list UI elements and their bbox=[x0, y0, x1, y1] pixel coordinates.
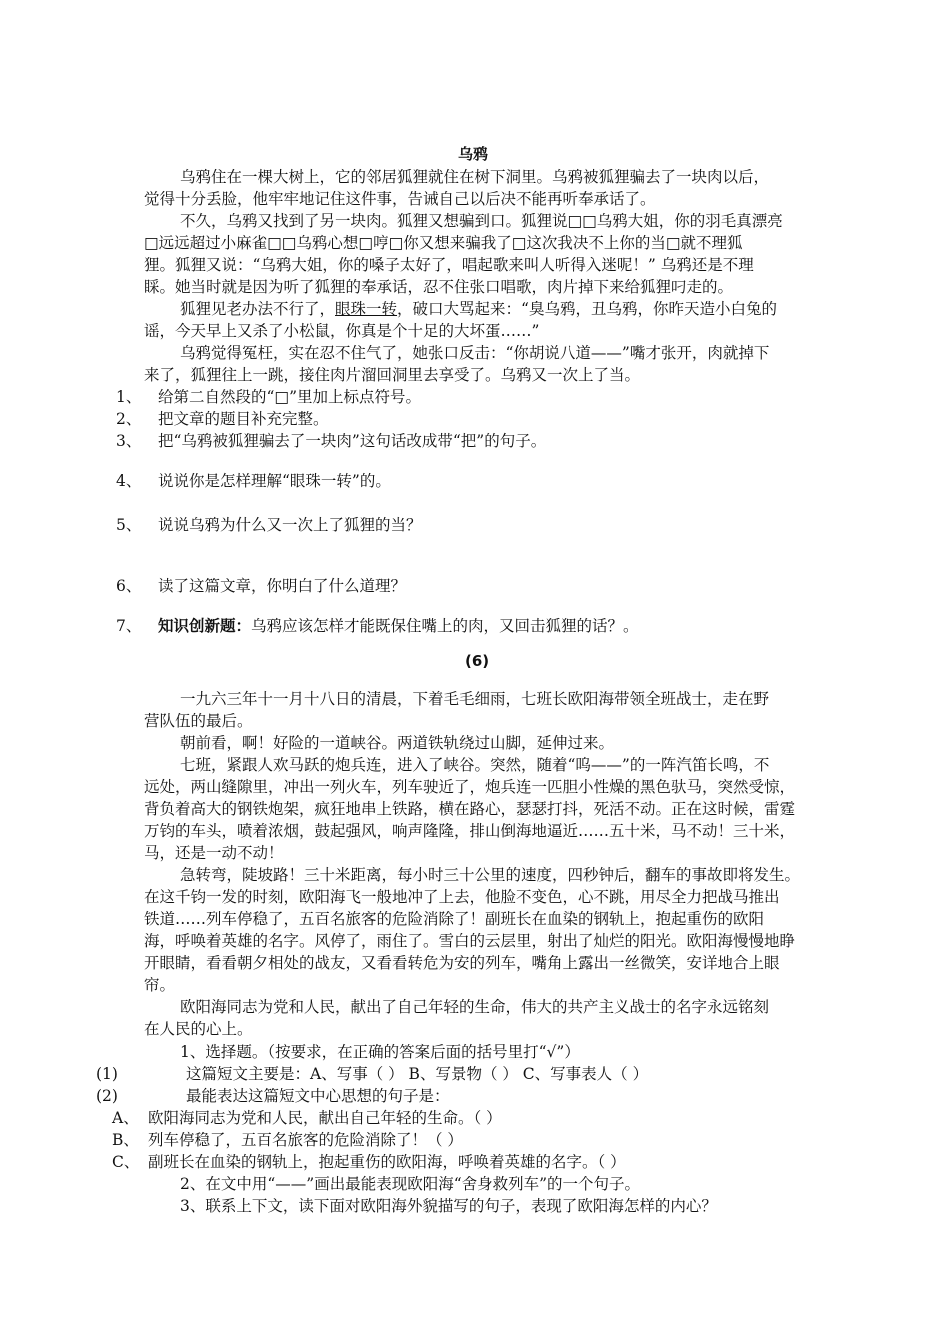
question-text: 给第二自然段的“□”里加上标点符号。 bbox=[158, 388, 421, 406]
option-text: 副班长在血染的钢轨上，抱起重伤的欧阳海，呼唤着英雄的名字。（ ） bbox=[148, 1153, 626, 1171]
question-item bbox=[116, 408, 329, 430]
paragraph-line: 在这千钧一发的时刻，欧阳海飞一般地冲了上去，他脸不变色，心不跳，用尽全力把战马推出 bbox=[144, 888, 780, 906]
option-letter: C、 bbox=[112, 1153, 140, 1171]
paragraph-line: 乌鸦觉得冤枉，实在忍不住气了，她张口反击：“你胡说八道——”嘴才张开，肉就掉下 bbox=[180, 344, 770, 362]
question-number: 6、 bbox=[116, 577, 142, 595]
paragraph-line: 睬。她当时就是因为听了狐狸的奉承话，忍不住张口唱歌，肉片掉下来给狐狸叼走的。 bbox=[144, 278, 734, 296]
paragraph-line: 狸。狐狸又说：“乌鸦大姐，你的嗓子太好了，唱起歌来叫人听得入迷呢！” 乌鸦还是不理 bbox=[144, 256, 754, 274]
question-text: 读了这篇文章，你明白了什么道理？ bbox=[158, 577, 407, 595]
paragraph-line: 远处，两山缝隙里，冲出一列火车，列车驶近了，炮兵连一匹胆小性燥的黑色驮马，突然受惊， bbox=[144, 778, 796, 796]
question-item bbox=[116, 615, 639, 637]
question-label: 知识创新题： bbox=[158, 616, 252, 635]
text-segment: 狐狸见老办法不行了， bbox=[180, 300, 336, 318]
paragraph-line: 营队伍的最后。 bbox=[144, 712, 253, 730]
paragraph-line: 朝前看，啊！好险的一道峡谷。两道铁轨绕过山脚，延伸过来。 bbox=[180, 734, 615, 752]
option-text: 列车停稳了，五百名旅客的危险消除了！（ ） bbox=[148, 1131, 463, 1149]
subquestion-number: (1) bbox=[96, 1065, 118, 1083]
paragraph-line: □远远超过小麻雀□□乌鸦心想□哼□你又想来骗我了□这次我决不上你的当□就不理狐 bbox=[144, 234, 743, 252]
option-letter: A、 bbox=[112, 1109, 139, 1127]
question-number: 7、 bbox=[116, 617, 142, 635]
paragraph-line: 乌鸦住在一棵大树上，它的邻居狐狸就住在树下洞里。乌鸦被狐狸骗去了一块肉以后， bbox=[180, 168, 770, 186]
question-text: 把文章的题目补充完整。 bbox=[158, 410, 329, 428]
question-number: 1、 bbox=[116, 388, 142, 406]
subquestion-text: 这篇短文主要是：A、写事（ ） B、写景物（ ） C、写事表人（ ） bbox=[186, 1065, 649, 1083]
subquestion-number: (2) bbox=[96, 1087, 118, 1105]
paragraph-line: 背负着高大的钢铁炮架，疯狂地串上铁路，横在路心，瑟瑟打抖，死活不动。正在这时候，雷霆 bbox=[144, 800, 796, 818]
paragraph-line: 谣，今天早上又杀了小松鼠，你真是个十足的大坏蛋……” bbox=[144, 322, 540, 340]
question-number: 5、 bbox=[116, 516, 142, 534]
paragraph-line: 七班，紧跟人欢马跃的炮兵连，进入了峡谷。突然，随着“呜——”的一阵汽笛长鸣，不 bbox=[180, 756, 770, 774]
option-text: 欧阳海同志为党和人民，献出自己年轻的生命。（ ） bbox=[148, 1109, 502, 1127]
option-letter: B、 bbox=[112, 1131, 139, 1149]
paragraph-line: 开眼睛，看看朝夕相处的战友，又看看转危为安的列车，嘴角上露出一丝微笑，安详地合上眼 bbox=[144, 954, 780, 972]
question-heading: 1、选择题。（按要求，在正确的答案后面的括号里打“√”） bbox=[180, 1043, 580, 1061]
paragraph-line: 来了，狐狸往上一跳，接住肉片溜回洞里去享受了。乌鸦又一次上了当。 bbox=[144, 366, 641, 384]
question-number: 3、 bbox=[116, 432, 142, 450]
paragraph-line: 帘。 bbox=[144, 976, 176, 994]
paragraph-line bbox=[180, 298, 777, 320]
paragraph-line: 海，呼唤着英雄的名字。风停了，雨住了。雪白的云层里，射出了灿烂的阳光。欧阳海慢慢地睁 bbox=[144, 932, 796, 950]
text-segment: ，破口大骂起来：“臭乌鸦，丑乌鸦，你昨天造小白兔的 bbox=[397, 300, 777, 318]
paragraph-line: 铁道……列车停稳了，五百名旅客的危险消除了！副班长在血染的钢轨上，抱起重伤的欧阳 bbox=[144, 910, 765, 928]
question-item bbox=[116, 470, 391, 492]
subquestion-text: 最能表达这篇短文中心思想的句子是： bbox=[186, 1087, 450, 1105]
paragraph-line: 万钧的车头，喷着浓烟，鼓起强风，响声隆隆，排山倒海地逼近……五十米，马不动！三十米， bbox=[144, 822, 796, 840]
question-text: 说说你是怎样理解“眼珠一转”的。 bbox=[158, 472, 391, 490]
underlined-phrase: 眼珠一转 bbox=[335, 300, 398, 318]
paragraph-line: 不久，乌鸦又找到了另一块肉。狐狸又想骗到口。狐狸说□□乌鸦大姐，你的羽毛真漂亮 bbox=[180, 212, 783, 230]
story-title: 乌鸦 bbox=[458, 145, 489, 163]
paragraph-line: 在人民的心上。 bbox=[144, 1020, 253, 1038]
question-text: 乌鸦应该怎样才能既保住嘴上的肉，又回击狐狸的话？。 bbox=[251, 617, 639, 635]
question-text: 说说乌鸦为什么又一次上了狐狸的当？ bbox=[158, 516, 422, 534]
question-item bbox=[116, 575, 406, 597]
paragraph-line: 一九六三年十一月十八日的清晨，下着毛毛细雨，七班长欧阳海带领全班战士，走在野 bbox=[180, 690, 770, 708]
paragraph-line: 马，还是一动不动！ bbox=[144, 844, 284, 862]
paragraph-line: 急转弯，陡坡路！三十米距离，每小时三十公里的速度，四秒钟后，翻车的事故即将发生。 bbox=[180, 866, 801, 884]
question-item bbox=[116, 386, 421, 408]
question-number: 2、 bbox=[116, 410, 142, 428]
paragraph-line: 欧阳海同志为党和人民，献出了自己年轻的生命，伟大的共产主义战士的名字永远铭刻 bbox=[180, 998, 770, 1016]
question-number: 4、 bbox=[116, 472, 142, 490]
paragraph-line: 觉得十分丢脸，他牢牢地记住这件事，告诫自己以后决不能再听奉承话了。 bbox=[144, 190, 656, 208]
question-item bbox=[116, 514, 422, 536]
question-heading: 3、联系上下文，读下面对欧阳海外貌描写的句子，表现了欧阳海怎样的内心？ bbox=[180, 1197, 717, 1215]
section-number: (6) bbox=[465, 652, 490, 670]
question-item bbox=[116, 430, 546, 452]
question-heading: 2、在文中用“——”画出最能表现欧阳海“舍身救列车”的一个句子。 bbox=[180, 1175, 641, 1193]
question-text: 把“乌鸦被狐狸骗去了一块肉”这句话改成带“把”的句子。 bbox=[158, 432, 547, 450]
